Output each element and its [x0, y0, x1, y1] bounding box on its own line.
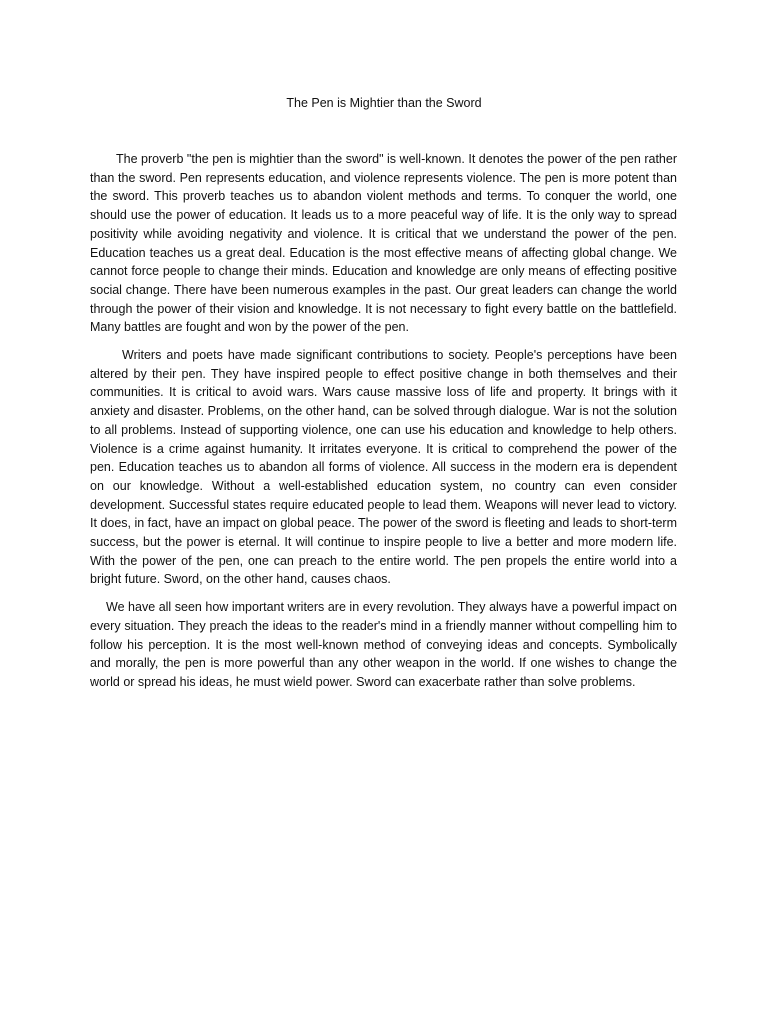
- document-body: [90, 150, 677, 701]
- document-title: The Pen is Mightier than the Sword: [286, 96, 482, 110]
- paragraph-1: The proverb "the pen is mightier than the sword" is well-known. It denotes the power of the pen rather than the sword. Pen represents education, and violence represents violence. The pen is more potent than the sword. This proverb teaches us to abandon violent methods and terms. To conquer the world, one should use the power of education. It leads us to a more peaceful way of life. It is the only way to spread positivity while avoiding negativity and violence. It is critical that we understand the power of the pen. Education teaches us a great deal. Education is the most effective means of affecting global change. We cannot force people to change their minds. Education and knowledge are only means of effecting positive social change. There have been numerous examples in the past. Our great leaders can change the world through the power of their vision and knowledge. It is not necessary to fight every battle on the battlefield. Many battles are fought and won by the power of the pen.: [90, 152, 677, 335]
- paragraph-3: We have all seen how important writers are in every revolution. They always have a powerful impact on every situation. They preach the ideas to the reader's mind in a friendly manner without compelling him to follow his perception. It is the most well-known method of conveying ideas and concepts. Symbolically and morally, the pen is more powerful than any other weapon in the world. If one wishes to change the world or spread his ideas, he must wield power. Sword can exacerbate rather than solve problems.: [90, 600, 677, 689]
- paragraph-2: Writers and poets have made significant contributions to society. People's perceptions have been altered by their pen. They have inspired people to effect positive change in both themselves and their communities. It is critical to avoid wars. Wars cause massive loss of life and property. It brings with it anxiety and disaster. Problems, on the other hand, can be solved through dialogue. War is not the solution to all problems. Instead of supporting violence, one can use his education and knowledge to help others. Violence is a crime against humanity. It irritates everyone. It is critical to comprehend the power of the pen. Education teaches us to abandon all forms of violence. All success in the modern era is dependent on our knowledge. Without a well-established education system, no country can even consider development. Successful states require educated people to lead them. Weapons will never lead to victory. It does, in fact, have an impact on global peace. The power of the sword is fleeting and leads to short-term success, but the power is eternal. It will continue to inspire people to live a better and more modern life. With the power of the pen, one can preach to the entire world. The pen propels the entire world into a bright future. Sword, on the other hand, causes chaos.: [90, 348, 677, 587]
